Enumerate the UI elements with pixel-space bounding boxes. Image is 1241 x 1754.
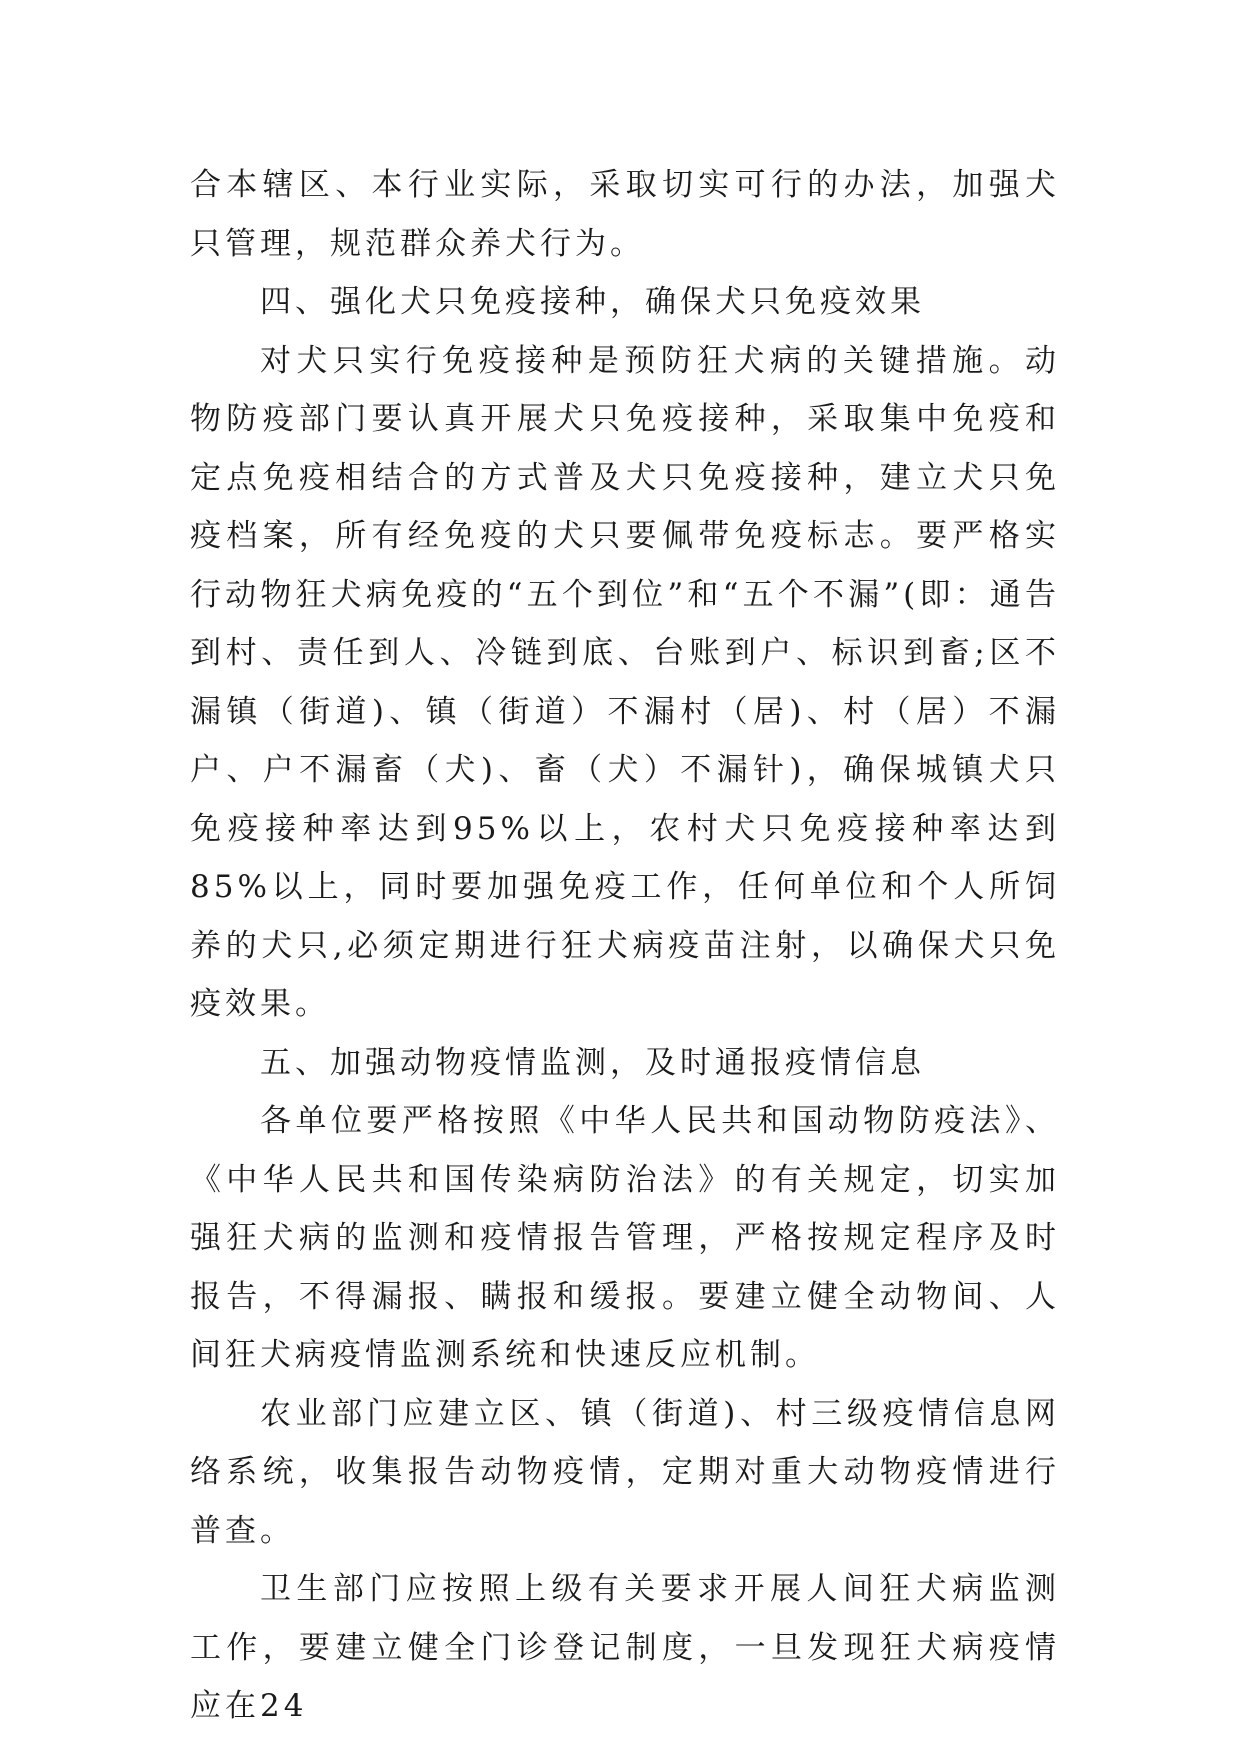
document-body xyxy=(190,156,1060,1736)
paragraph-agriculture: 农业部门应建立区、镇（街道)、村三级疫情信息网络系统，收集报告动物疫情，定期对重大动物疫情进行普查。 xyxy=(190,1395,1060,1549)
section-heading-4: 四、强化犬只免疫接种，确保犬只免疫效果 xyxy=(260,284,925,320)
paragraph-vaccination: 对犬只实行免疫接种是预防狂犬病的关键措施。动物防疫部门要认真开展犬只免疫接种，采取集中免疫和定点免疫相结合的方式普及犬只免疫接种，建立犬只免疫档案，所有经免疫的犬只要佩带免疫标志。要严格实行动物狂犬病免疫的“五个到位”和“五个不漏”(即：通告到村、责任到人、冷链到底、台账到户、标识到畜;区不漏镇（街道)、镇（街道）不漏村（居)、村（居）不漏户、户不漏畜（犬)、畜（犬）不漏针)，确保城镇犬只免疫接种率达到95%以上，农村犬只免疫接种率达到85%以上，同时要加强免疫工作，任何单位和个人所饲养的犬只,必须定期进行狂犬病疫苗注射，以确保犬只免疫效果。 xyxy=(190,342,1060,1022)
section-heading-5: 五、加强动物疫情监测，及时通报疫情信息 xyxy=(260,1044,925,1081)
paragraph-continuation: 合本辖区、本行业实际，采取切实可行的办法，加强犬只管理，规范群众养犬行为。 xyxy=(190,167,1060,262)
paragraph-health: 卫生部门应按照上级有关要求开展人间狂犬病监测工作，要建立健全门诊登记制度，一旦发现狂犬病疫情应在24 xyxy=(190,1571,1060,1724)
paragraph-monitoring: 各单位要严格按照《中华人民共和国动物防疫法》、《中华人民共和国传染病防治法》的有关规定，切实加强狂犬病的监测和疫情报告管理，严格按规定程序及时报告，不得漏报、瞒报和缓报。要建立健全动物间、人间狂犬病疫情监测系统和快速反应机制。 xyxy=(190,1103,1060,1373)
